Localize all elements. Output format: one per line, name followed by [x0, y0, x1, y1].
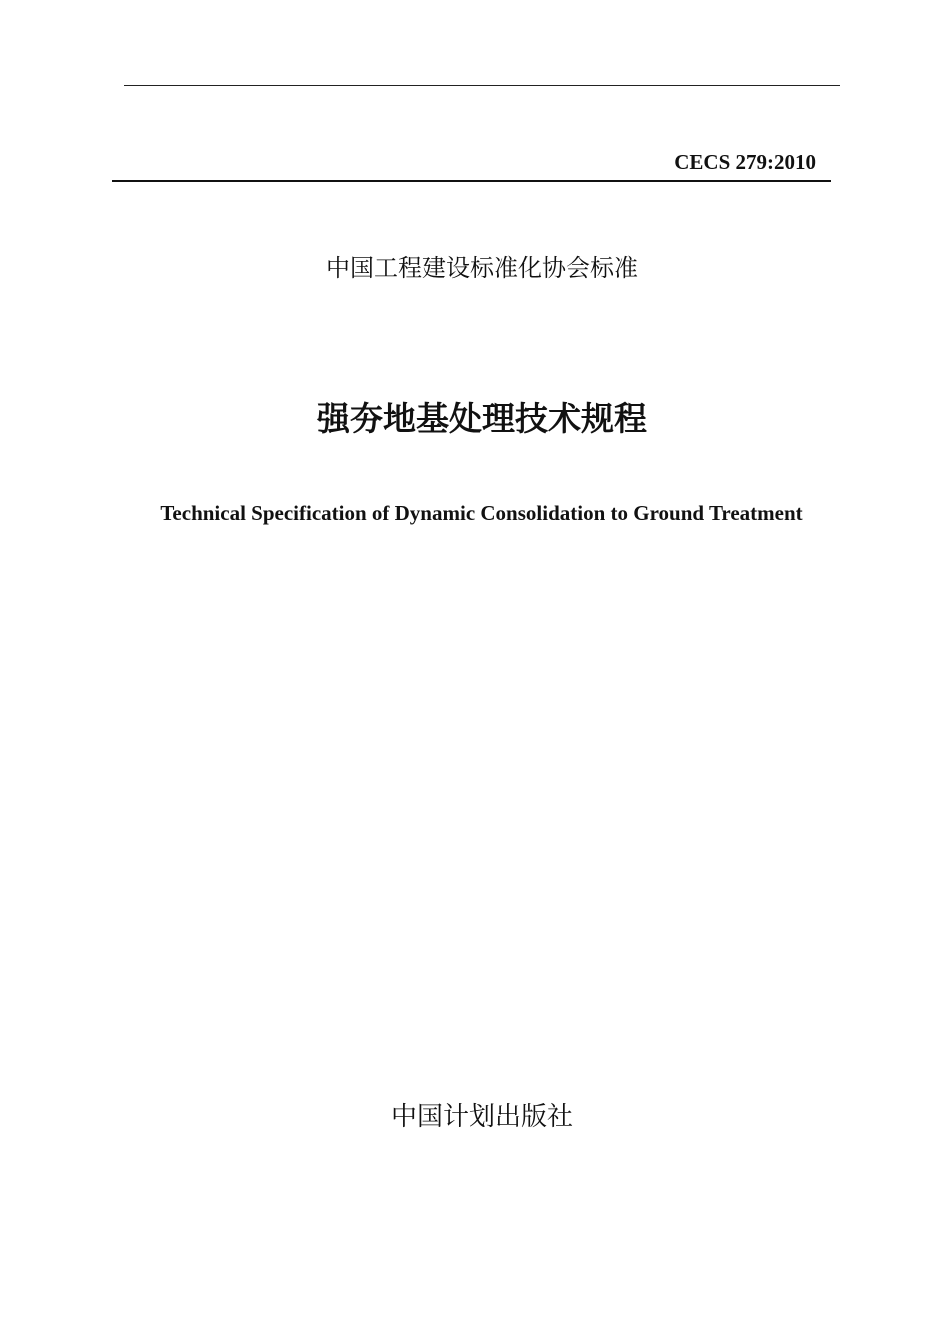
publisher-name: 中国计划出版社 — [390, 1102, 573, 1132]
standard-number: CECS 279:2010 — [674, 150, 816, 174]
header-rule — [112, 180, 831, 182]
document-title-english: Technical Specification of Dynamic Consolidation to Ground Treatment — [160, 501, 803, 525]
organization-title: 中国工程建设标准化协会标准 — [326, 254, 638, 282]
document-title: 强夯地基处理技术规程 — [317, 399, 647, 438]
top-rule — [124, 85, 840, 86]
